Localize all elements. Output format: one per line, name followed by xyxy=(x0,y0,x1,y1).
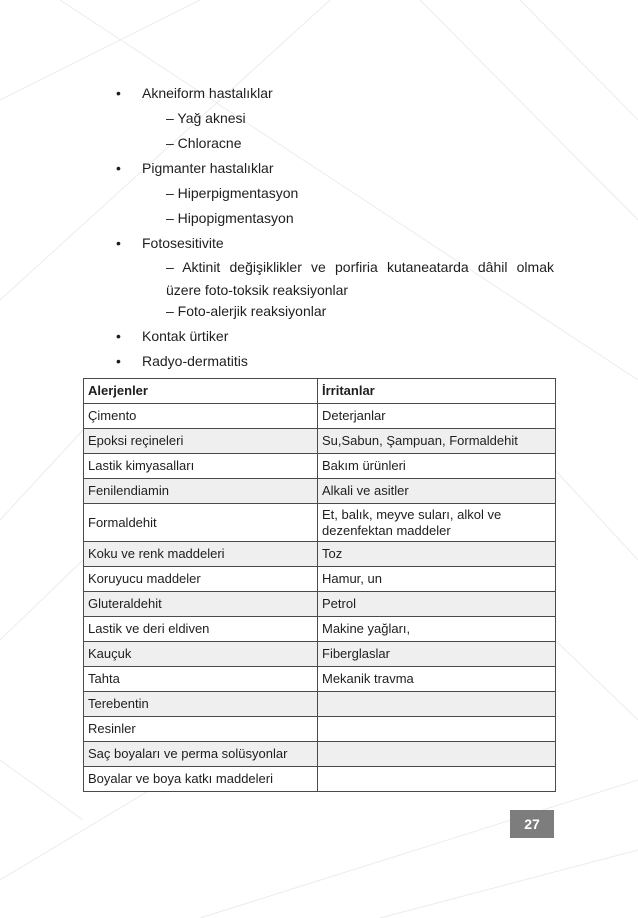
table-cell: Et, balık, meyve suları, alkol ve dezenfektan maddeler xyxy=(318,504,556,542)
table-row xyxy=(84,617,556,642)
column-header-irritanlar: İrritanlar xyxy=(318,379,556,404)
table-cell: Koruyucu maddeler xyxy=(84,567,318,592)
list-subitem: – Yağ aknesi xyxy=(166,110,246,126)
table-cell: Hamur, un xyxy=(318,567,556,592)
table-cell: Çimento xyxy=(84,404,318,429)
list-item-radyo-dermatitis: Radyo-dermatitis xyxy=(142,353,248,369)
bullet-marker: • xyxy=(116,353,121,369)
table-row xyxy=(84,642,556,667)
table-cell: Toz xyxy=(318,542,556,567)
table-row xyxy=(84,717,556,742)
table-cell: Lastik kimyasalları xyxy=(84,454,318,479)
bullet-marker: • xyxy=(116,235,121,251)
table-cell: Saç boyaları ve perma solüsyonlar xyxy=(84,742,318,767)
column-header-alerjenler: Alerjenler xyxy=(84,379,318,404)
list-item-akneiform: Akneiform hastalıklar xyxy=(142,85,273,101)
table-row xyxy=(84,742,556,767)
table-cell: Petrol xyxy=(318,592,556,617)
table-row xyxy=(84,567,556,592)
page-number-badge: 27 xyxy=(510,810,554,838)
table-row xyxy=(84,454,556,479)
table-cell: Formaldehit xyxy=(84,504,318,542)
list-item-pigmanter: Pigmanter hastalıklar xyxy=(142,160,274,176)
list-item-kontak-urtiker: Kontak ürtiker xyxy=(142,328,229,344)
table-row xyxy=(84,429,556,454)
bullet-marker: • xyxy=(116,85,121,101)
table-cell: Makine yağları, xyxy=(318,617,556,642)
table-cell xyxy=(318,692,556,717)
table-row xyxy=(84,592,556,617)
table-row xyxy=(84,504,556,542)
table-cell: Resinler xyxy=(84,717,318,742)
table-cell: Kauçuk xyxy=(84,642,318,667)
table-cell: Fiberglaslar xyxy=(318,642,556,667)
table-cell: Fenilendiamin xyxy=(84,479,318,504)
bullet-marker: • xyxy=(116,328,121,344)
table-row xyxy=(84,692,556,717)
table-row xyxy=(84,542,556,567)
table-cell: Terebentin xyxy=(84,692,318,717)
list-subitem: – Hiperpigmentasyon xyxy=(166,185,299,201)
table-row xyxy=(84,767,556,792)
table-header-row xyxy=(84,379,556,404)
table-cell xyxy=(318,742,556,767)
list-subitem-paragraph: – Aktinit değişiklikler ve porfiria kutaneatarda dâhil olmak üzere foto-toksik reaksiyonlar xyxy=(166,259,554,298)
list-subitem: – Chloracne xyxy=(166,135,242,151)
allergen-irritant-table xyxy=(83,378,556,792)
table-row xyxy=(84,404,556,429)
bullet-marker: • xyxy=(116,160,121,176)
table-row xyxy=(84,667,556,692)
list-subitem: – Foto-alerjik reaksiyonlar xyxy=(166,303,327,319)
table-cell: Mekanik travma xyxy=(318,667,556,692)
table-cell: Koku ve renk maddeleri xyxy=(84,542,318,567)
table-cell: Epoksi reçineleri xyxy=(84,429,318,454)
table-cell xyxy=(318,717,556,742)
table-cell xyxy=(318,767,556,792)
list-subitem: – Hipopigmentasyon xyxy=(166,210,294,226)
table-cell: Alkali ve asitler xyxy=(318,479,556,504)
table-cell: Tahta xyxy=(84,667,318,692)
table-cell: Boyalar ve boya katkı maddeleri xyxy=(84,767,318,792)
table-cell: Deterjanlar xyxy=(318,404,556,429)
table-row xyxy=(84,479,556,504)
list-item-fotosesitivite: Fotosesitivite xyxy=(142,235,224,251)
table-cell: Bakım ürünleri xyxy=(318,454,556,479)
table-cell: Gluteraldehit xyxy=(84,592,318,617)
table-cell: Su,Sabun, Şampuan, Formaldehit xyxy=(318,429,556,454)
table-cell: Lastik ve deri eldiven xyxy=(84,617,318,642)
